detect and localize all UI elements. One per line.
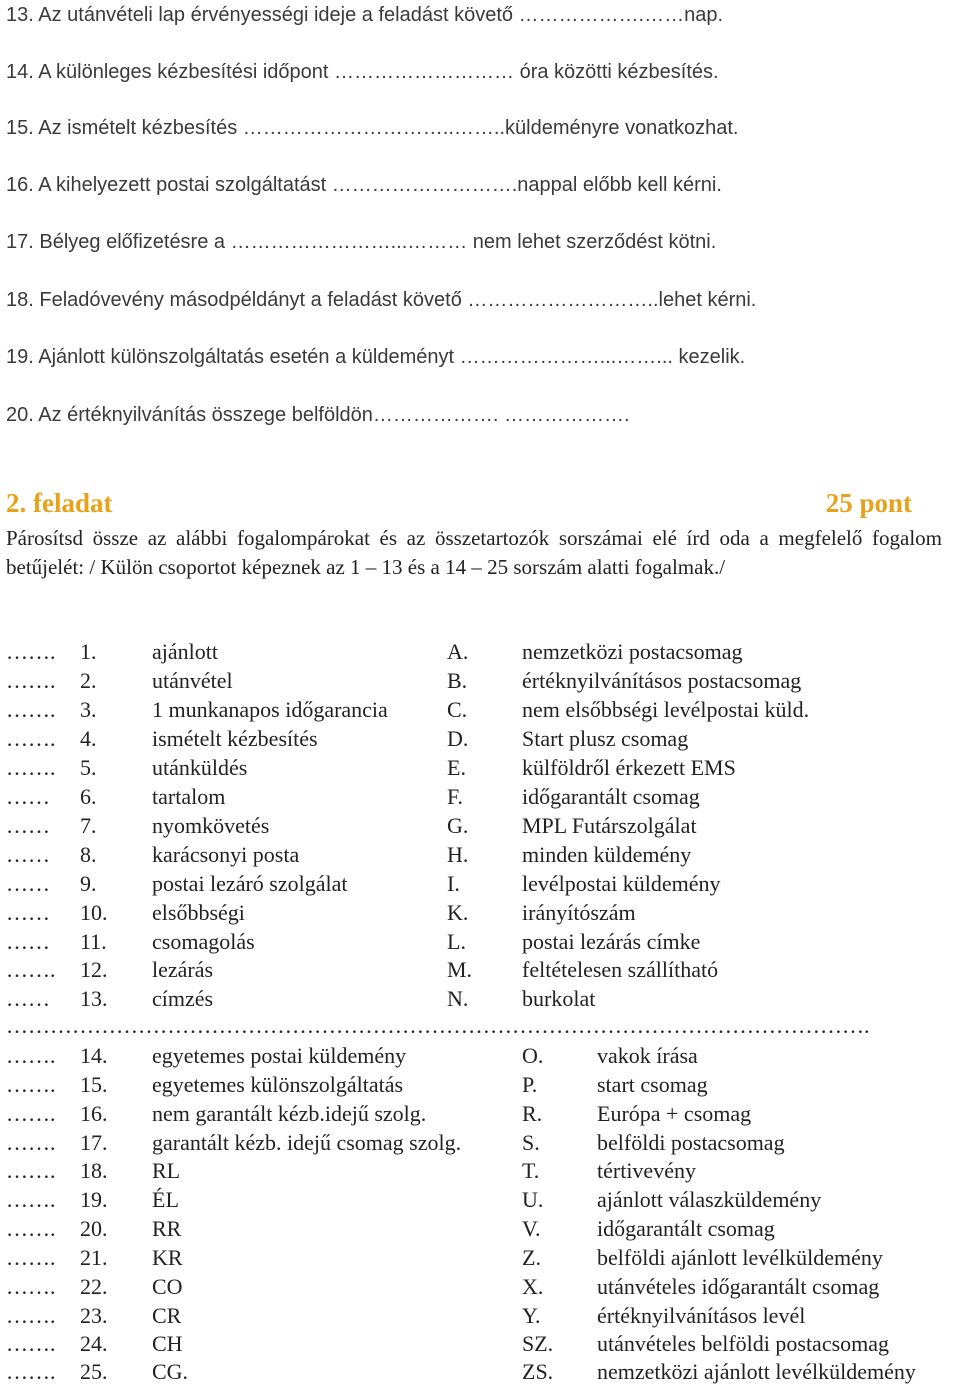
match-row bbox=[0, 637, 960, 666]
term-number: 12. bbox=[80, 957, 108, 982]
answer-blank[interactable]: …… bbox=[6, 842, 50, 867]
definition-letter: H. bbox=[447, 842, 469, 867]
question-19: 19. Ajánlott különszolgáltatás esetén a küldeményt …………………...……... kezelik. bbox=[6, 346, 746, 368]
term-number: 21. bbox=[80, 1245, 108, 1270]
definition-label: külföldről érkezett EMS bbox=[522, 755, 736, 780]
term-number: 11. bbox=[80, 929, 107, 954]
term-label: ajánlott bbox=[152, 639, 218, 664]
answer-blank[interactable]: ……. bbox=[6, 1158, 56, 1183]
term-label: elsőbbségi bbox=[152, 900, 245, 925]
match-row bbox=[0, 869, 960, 898]
definition-label: nemzetközi ajánlott levélküldemény bbox=[597, 1359, 916, 1384]
term-label: KR bbox=[152, 1245, 183, 1270]
term-number: 22. bbox=[80, 1274, 108, 1299]
answer-blank[interactable]: ……. bbox=[6, 668, 56, 693]
match-row bbox=[0, 724, 960, 753]
match-row bbox=[0, 984, 960, 1013]
definition-letter: I. bbox=[447, 871, 460, 896]
term-label: RL bbox=[152, 1158, 181, 1183]
match-row bbox=[0, 753, 960, 782]
term-label: ismételt kézbesítés bbox=[152, 726, 318, 751]
term-number: 6. bbox=[80, 784, 97, 809]
definition-label: start csomag bbox=[597, 1072, 708, 1097]
definition-label: nemzetközi postacsomag bbox=[522, 639, 743, 664]
definition-letter: SZ. bbox=[522, 1331, 554, 1356]
answer-blank[interactable]: …… bbox=[6, 986, 50, 1011]
group-divider: ………………………………………………………………………………………………………. bbox=[6, 1013, 870, 1038]
definition-label: Start plusz csomag bbox=[522, 726, 689, 751]
definition-letter: V. bbox=[522, 1216, 541, 1241]
definition-label: ajánlott válaszküldemény bbox=[597, 1187, 822, 1212]
term-label: postai lezáró szolgálat bbox=[152, 871, 348, 896]
answer-blank[interactable]: ……. bbox=[6, 1101, 56, 1126]
answer-blank[interactable]: …… bbox=[6, 813, 50, 838]
match-row bbox=[0, 1329, 960, 1358]
term-number: 4. bbox=[80, 726, 97, 751]
term-label: karácsonyi posta bbox=[152, 842, 300, 867]
definition-letter: D. bbox=[447, 726, 469, 751]
definition-letter: R. bbox=[522, 1101, 543, 1126]
term-label: lezárás bbox=[152, 957, 214, 982]
question-16: 16. A kihelyezett postai szolgáltatást ……………………….nappal előbb kell kérni. bbox=[6, 174, 722, 196]
definition-letter: M. bbox=[447, 957, 473, 982]
definition-letter: L. bbox=[447, 929, 466, 954]
definition-label: burkolat bbox=[522, 986, 596, 1011]
definition-letter: A. bbox=[447, 639, 469, 664]
term-number: 7. bbox=[80, 813, 97, 838]
task-heading bbox=[6, 488, 956, 522]
definition-letter: T. bbox=[522, 1158, 540, 1183]
answer-blank[interactable]: ……. bbox=[6, 1043, 56, 1068]
match-row bbox=[0, 666, 960, 695]
term-number: 19. bbox=[80, 1187, 108, 1212]
answer-blank[interactable]: ……. bbox=[6, 1245, 56, 1270]
definition-letter: Y. bbox=[522, 1303, 541, 1328]
match-row bbox=[0, 1185, 960, 1214]
term-number: 10. bbox=[80, 900, 108, 925]
match-row bbox=[0, 955, 960, 984]
answer-blank[interactable]: ……. bbox=[6, 957, 56, 982]
answer-blank[interactable]: ……. bbox=[6, 726, 56, 751]
term-number: 20. bbox=[80, 1216, 108, 1241]
definition-label: feltételesen szállítható bbox=[522, 957, 719, 982]
match-row bbox=[0, 1099, 960, 1128]
answer-blank[interactable]: ……. bbox=[6, 1303, 56, 1328]
term-number: 2. bbox=[80, 668, 97, 693]
answer-blank[interactable]: ……. bbox=[6, 1331, 56, 1356]
question-20: 20. Az értéknyilvánítás összege belföldön………………. ………………. bbox=[6, 404, 630, 426]
term-label: CO bbox=[152, 1274, 183, 1299]
task-instruction: Párosítsd össze az alábbi fogalompárokat és az összetartozók sorszámai elé írd oda a megfelelő fogalom betűjelét: / Külön csoportot képeznek az 1 – 13 és a 14 – 25 sorszám alatti fogalmak./ bbox=[6, 526, 942, 579]
definition-label: vakok írása bbox=[597, 1043, 698, 1068]
definition-label: belföldi postacsomag bbox=[597, 1130, 785, 1155]
definition-label: tértivevény bbox=[597, 1158, 696, 1183]
term-label: nem garantált kézb.idejű szolg. bbox=[152, 1101, 427, 1126]
definition-label: utánvételes belföldi postacsomag bbox=[597, 1331, 890, 1356]
definition-letter: F. bbox=[447, 784, 463, 809]
term-number: 25. bbox=[80, 1359, 108, 1384]
term-label: egyetemes postai küldemény bbox=[152, 1043, 407, 1068]
answer-blank[interactable]: …… bbox=[6, 784, 50, 809]
definition-label: időgarantált csomag bbox=[522, 784, 700, 809]
answer-blank[interactable]: ……. bbox=[6, 1216, 56, 1241]
term-label: RR bbox=[152, 1216, 182, 1241]
term-label: csomagolás bbox=[152, 929, 255, 954]
definition-letter: U. bbox=[522, 1187, 544, 1212]
match-row bbox=[0, 1041, 960, 1070]
question-14: 14. A különleges kézbesítési időpont ……………………… óra közötti kézbesítés. bbox=[6, 61, 719, 83]
answer-blank[interactable]: ……. bbox=[6, 1274, 56, 1299]
term-number: 16. bbox=[80, 1101, 108, 1126]
definition-letter: ZS. bbox=[522, 1359, 554, 1384]
match-row bbox=[0, 840, 960, 869]
definition-label: értéknyilvánításos postacsomag bbox=[522, 668, 802, 693]
definition-label: utánvételes időgarantált csomag bbox=[597, 1274, 880, 1299]
term-number: 9. bbox=[80, 871, 97, 896]
term-number: 23. bbox=[80, 1303, 108, 1328]
question-18: 18. Feladóvevény másodpéldányt a feladást követő ………………………..lehet kérni. bbox=[6, 289, 757, 311]
match-row bbox=[0, 1156, 960, 1185]
term-number: 5. bbox=[80, 755, 97, 780]
definition-label: levélpostai küldemény bbox=[522, 871, 721, 896]
answer-blank[interactable]: ……. bbox=[6, 697, 56, 722]
answer-blank[interactable]: …… bbox=[6, 900, 50, 925]
term-label: egyetemes különszolgáltatás bbox=[152, 1072, 404, 1097]
match-row bbox=[0, 1243, 960, 1272]
definition-letter: B. bbox=[447, 668, 468, 693]
definition-letter: C. bbox=[447, 697, 468, 722]
term-number: 8. bbox=[80, 842, 97, 867]
match-row bbox=[0, 1357, 960, 1386]
definition-label: időgarantált csomag bbox=[597, 1216, 775, 1241]
term-number: 15. bbox=[80, 1072, 108, 1097]
term-label: 1 munkanapos időgarancia bbox=[152, 697, 388, 722]
definition-letter: S. bbox=[522, 1130, 540, 1155]
match-row bbox=[0, 1272, 960, 1301]
match-row bbox=[0, 1214, 960, 1243]
question-17: 17. Bélyeg előfizetésre a ……………………...……… nem lehet szerződést kötni. bbox=[6, 231, 717, 253]
term-number: 24. bbox=[80, 1331, 108, 1356]
question-15: 15. Az ismételt kézbesítés …………………………..……..küldeményre vonatkozhat. bbox=[6, 117, 739, 139]
term-number: 3. bbox=[80, 697, 97, 722]
definition-letter: G. bbox=[447, 813, 469, 838]
definition-letter: P. bbox=[522, 1072, 538, 1097]
term-label: tartalom bbox=[152, 784, 226, 809]
term-label: garantált kézb. idejű csomag szolg. bbox=[152, 1130, 462, 1155]
answer-blank[interactable]: ……. bbox=[6, 1130, 56, 1155]
term-label: címzés bbox=[152, 986, 214, 1011]
answer-blank[interactable]: ……. bbox=[6, 639, 56, 664]
answer-blank[interactable]: ……. bbox=[6, 1072, 56, 1097]
term-label: nyomkövetés bbox=[152, 813, 270, 838]
term-number: 1. bbox=[80, 639, 97, 664]
definition-label: irányítószám bbox=[522, 900, 636, 925]
match-row bbox=[0, 1301, 960, 1330]
term-label: utánküldés bbox=[152, 755, 248, 780]
term-number: 14. bbox=[80, 1043, 108, 1068]
match-row bbox=[0, 898, 960, 927]
match-row bbox=[0, 782, 960, 811]
task-title: 2. feladat bbox=[6, 488, 113, 518]
term-label: utánvétel bbox=[152, 668, 233, 693]
definition-letter: K. bbox=[447, 900, 469, 925]
match-row bbox=[0, 1070, 960, 1099]
match-row bbox=[0, 811, 960, 840]
term-number: 18. bbox=[80, 1158, 108, 1183]
definition-letter: O. bbox=[522, 1043, 544, 1068]
answer-blank[interactable]: …… bbox=[6, 871, 50, 896]
match-row bbox=[0, 695, 960, 724]
answer-blank[interactable]: ……. bbox=[6, 1359, 56, 1384]
definition-letter: E. bbox=[447, 755, 466, 780]
term-number: 13. bbox=[80, 986, 108, 1011]
definition-label: értéknyilvánításos levél bbox=[597, 1303, 806, 1328]
match-row bbox=[0, 927, 960, 956]
answer-blank[interactable]: ……. bbox=[6, 755, 56, 780]
definition-letter: Z. bbox=[522, 1245, 541, 1270]
question-13: 13. Az utánvételi lap érvényességi ideje a feladást követő ……………….……nap. bbox=[6, 4, 724, 26]
answer-blank[interactable]: ……. bbox=[6, 1187, 56, 1212]
term-label: CH bbox=[152, 1331, 183, 1356]
answer-blank[interactable]: …… bbox=[6, 929, 50, 954]
definition-label: Európa + csomag bbox=[597, 1101, 752, 1126]
definition-letter: N. bbox=[447, 986, 469, 1011]
term-label: CR bbox=[152, 1303, 182, 1328]
term-label: CG. bbox=[152, 1359, 189, 1384]
definition-label: belföldi ajánlott levélküldemény bbox=[597, 1245, 883, 1270]
match-row bbox=[0, 1128, 960, 1157]
term-number: 17. bbox=[80, 1130, 108, 1155]
definition-label: nem elsőbbségi levélpostai küld. bbox=[522, 697, 810, 722]
term-label: ÉL bbox=[152, 1187, 179, 1212]
definition-label: minden küldemény bbox=[522, 842, 692, 867]
definition-letter: X. bbox=[522, 1274, 544, 1299]
task-points: 25 pont bbox=[825, 488, 912, 518]
definition-label: MPL Futárszolgálat bbox=[522, 813, 697, 838]
definition-label: postai lezárás címke bbox=[522, 929, 701, 954]
